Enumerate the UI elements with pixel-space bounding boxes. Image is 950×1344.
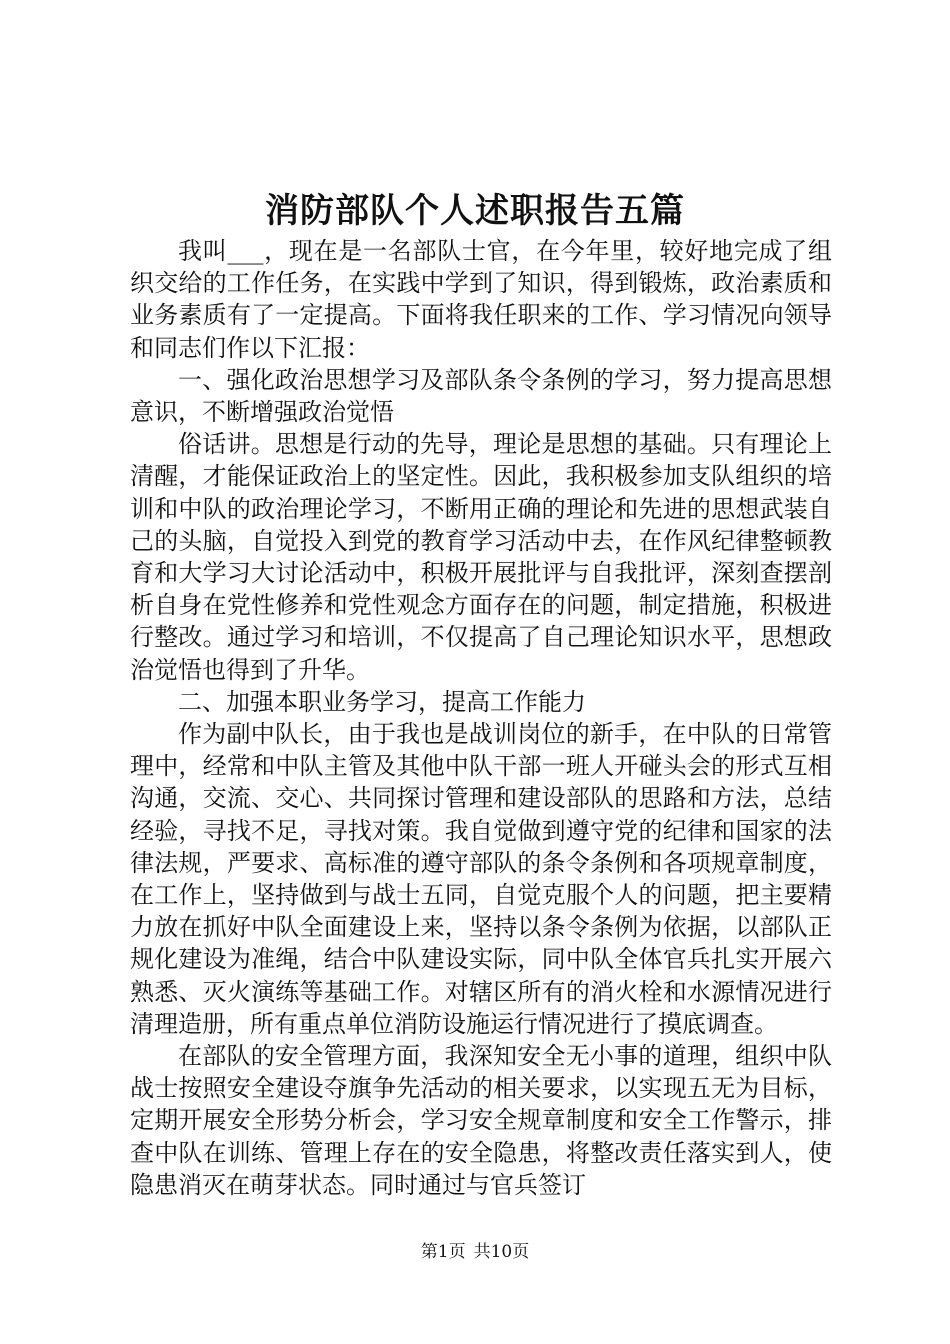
paragraph-political-study: 俗话讲。思想是行动的先导，理论是思想的基础。只有理论上清醒，才能保证政治上的坚定性。因此，我积极参加支队组织的培训和中队的政治理论学习，不断用正确的理论和先进的思想武装自己的头脑，自觉投入到党的教育学习活动中去，在作风纪律整顿教育和大学习大讨论活动中，积极开展批评与自我批评，深刻查摆剖析自身在党性修养和党性观念方面存在的问题，制定措施，积极进行整改。通过学习和培训，不仅提高了自己理论知识水平，思想政治觉悟也得到了升华。 <box>130 430 832 684</box>
page-number: 第1页 <box>420 1242 466 1262</box>
paragraph-work-ability: 作为副中队长，由于我也是战训岗位的新手，在中队的日常管理中，经常和中队主管及其他中队干部一班人开碰头会的形式互相沟通，交流、交心、共同探讨管理和建设部队的思路和方法，总结经验，寻找不足，寻找对策。我自觉做到遵守党的纪律和国家的法律法规，严要求、高标准的遵守部队的条令条例和各项规章制度，在工作上，坚持做到与战士五同，自觉克服个人的问题，把主要精力放在抓好中队全面建设上来，坚持以条令条例为依据，以部队正规化建设为准绳，结合中队建设实际，同中队全体官兵扎实开展六熟悉、灭火演练等基础工作。对辖区所有的消火栓和水源情况进行清理造册，所有重点单位消防设施运行情况进行了摸底调查。 <box>130 720 832 1038</box>
section-heading-1: 一、强化政治思想学习及部队条令条例的学习，努力提高思想意识，不断增强政治觉悟 <box>130 365 832 427</box>
paragraph-safety-management: 在部队的安全管理方面，我深知安全无小事的道理，组织中队战士按照安全建设夺旗争先活动的相关要求，以实现五无为目标，定期开展安全形势分析会，学习安全规章制度和安全工作警示，排查中队在训练、管理上存在的安全隐患，将整改责任落实到人，使隐患消灭在萌芽状态。同时通过与官兵签订 <box>130 1042 832 1199</box>
document-body <box>130 235 832 1201</box>
page-footer <box>0 1240 950 1264</box>
paragraph-intro: 我叫___，现在是一名部队士官，在今年里，较好地完成了组织交给的工作任务，在实践中学到了知识，得到锻炼，政治素质和业务素质有了一定提高。下面将我任职来的工作、学习情况向领导和同志们作以下汇报： <box>130 237 832 362</box>
page-total: 共10页 <box>473 1242 530 1262</box>
section-heading-2: 二、加强本职业务学习，提高工作能力 <box>178 687 586 716</box>
document-title: 消防部队个人述职报告五篇 <box>265 191 685 231</box>
